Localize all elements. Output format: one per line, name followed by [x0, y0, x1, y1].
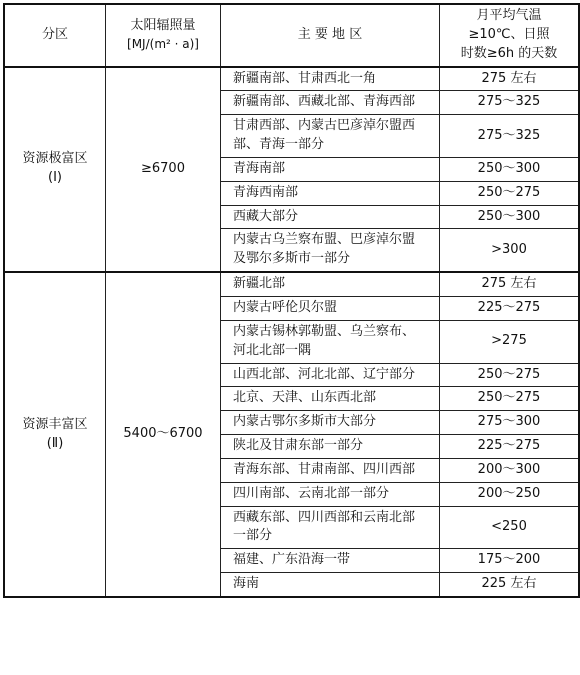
- area-cell: 青海西南部: [221, 181, 440, 205]
- days-cell: 250～275: [440, 387, 580, 411]
- days-cell: >300: [440, 229, 580, 272]
- area-cell: 四川南部、云南北部一部分: [221, 482, 440, 506]
- area-cell: 内蒙古锡林郭勒盟、乌兰察布、河北北部一隅: [221, 320, 440, 363]
- days-cell: 200～300: [440, 458, 580, 482]
- radiation-cell-2: [106, 272, 221, 597]
- days-cell: 250～275: [440, 363, 580, 387]
- days-cell: 175～200: [440, 549, 580, 573]
- days-cell: 275～300: [440, 411, 580, 435]
- area-cell: 海南: [221, 573, 440, 597]
- header-zone: [4, 4, 106, 67]
- header-days-line1: 月平均气温: [476, 8, 542, 23]
- days-cell: 250～275: [440, 181, 580, 205]
- radiation-value: 5400～6700: [123, 426, 203, 442]
- header-area-text: 主 要 地 区: [297, 26, 363, 42]
- zone-name: 资源丰富区: [22, 416, 88, 432]
- area-cell: 内蒙古乌兰察布盟、巴彦淖尔盟及鄂尔多斯市一部分: [221, 229, 440, 272]
- days-cell: 275 左右: [440, 67, 580, 91]
- days-cell: 250～300: [440, 157, 580, 181]
- table-body: [4, 67, 579, 597]
- days-cell: 225～275: [440, 435, 580, 459]
- days-cell: 200～250: [440, 482, 580, 506]
- header-area: [221, 4, 440, 67]
- zone-cell-2: [4, 272, 106, 597]
- solar-resource-table: [3, 3, 580, 598]
- days-cell: 275～325: [440, 115, 580, 158]
- area-cell: 福建、广东沿海一带: [221, 549, 440, 573]
- radiation-cell-1: [106, 67, 221, 273]
- days-cell: >275: [440, 320, 580, 363]
- area-cell: 青海南部: [221, 157, 440, 181]
- area-cell: 西藏东部、四川西部和云南北部一部分: [221, 506, 440, 549]
- area-cell: 北京、天津、山东西北部: [221, 387, 440, 411]
- header-radiation: [106, 4, 221, 67]
- days-cell: 225～275: [440, 296, 580, 320]
- zone-name: 资源极富区: [22, 151, 88, 167]
- area-cell: 陕北及甘肃东部一部分: [221, 435, 440, 459]
- days-cell: 275～325: [440, 91, 580, 115]
- area-cell: 西藏大部分: [221, 205, 440, 229]
- header-days-line2: ≥10℃、日照: [468, 26, 550, 42]
- area-cell: 山西北部、河北北部、辽宁部分: [221, 363, 440, 387]
- days-cell: <250: [440, 506, 580, 549]
- days-cell: 250～300: [440, 205, 580, 229]
- table-row: [4, 67, 579, 91]
- area-cell: 新疆北部: [221, 272, 440, 296]
- header-radiation-unit: [MJ/(m² · a)]: [127, 36, 199, 51]
- zone-code: (Ⅱ): [46, 435, 64, 451]
- area-cell: 新疆南部、甘肃西北一角: [221, 67, 440, 91]
- header-zone-text: 分区: [41, 26, 68, 42]
- area-cell: 内蒙古呼伦贝尔盟: [221, 296, 440, 320]
- area-cell: 青海东部、甘肃南部、四川西部: [221, 458, 440, 482]
- radiation-value: ≥6700: [141, 160, 185, 176]
- days-cell: 275 左右: [440, 272, 580, 296]
- header-radiation-line1: 太阳辐照量: [130, 18, 196, 34]
- table-header-row: [4, 4, 579, 67]
- area-cell: 内蒙古鄂尔多斯市大部分: [221, 411, 440, 435]
- area-cell: 甘肃西部、内蒙古巴彦淖尔盟西部、青海一部分: [221, 115, 440, 158]
- header-days-line3: 时数≥6h 的天数: [460, 45, 558, 61]
- header-days: [440, 4, 580, 67]
- days-cell: 225 左右: [440, 573, 580, 597]
- zone-cell-1: [4, 67, 106, 273]
- table-row: [4, 272, 579, 296]
- area-cell: 新疆南部、西藏北部、青海西部: [221, 91, 440, 115]
- zone-code: (Ⅰ): [48, 170, 62, 186]
